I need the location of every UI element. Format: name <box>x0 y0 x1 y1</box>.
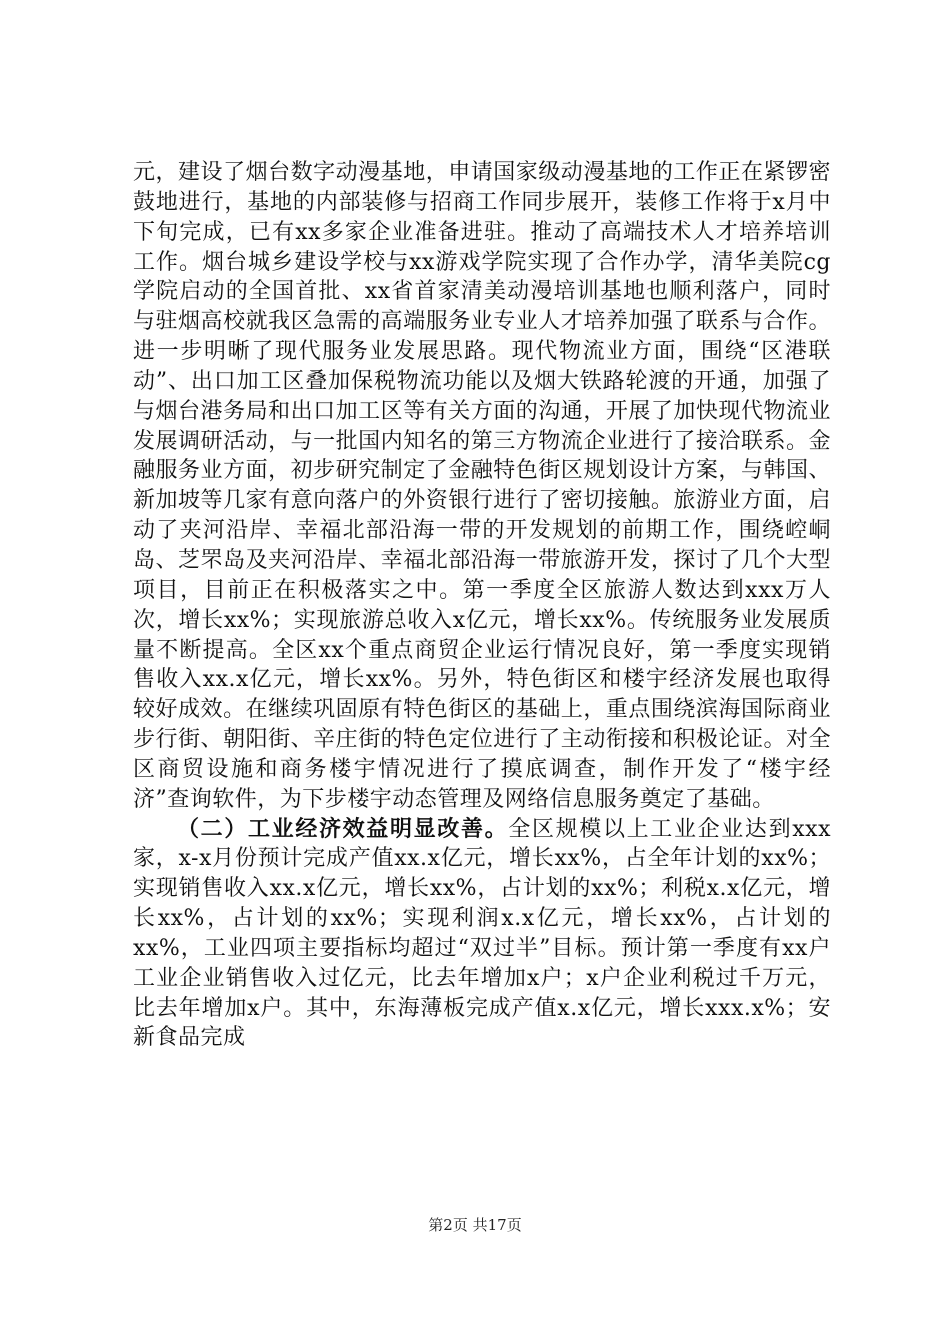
section-body-text: 全区规模以上工业企业达到xxx家，x-x月份预计完成产值xx.x亿元，增长xx%，占全年计划的xx%；实现销售收入xx.x亿元，增长xx%，占计划的xx%；利税x.x亿元，增长xx%，占计划的xx%；实现利润x.x亿元，增长xx%，占计划的xx%，工业四项主要指标均超过“双过半”目标。预计第一季度有xx户工业企业销售收入过亿元，比去年增加x户；x户企业利税过千万元，比去年增加x户。其中，东海薄板完成产值x.x亿元，增长xxx.x%；安新食品完成 <box>133 816 831 1051</box>
section-paragraph <box>133 815 831 1054</box>
body-paragraph: 元，建设了烟台数字动漫基地，申请国家级动漫基地的工作正在紧锣密鼓地进行，基地的内部装修与招商工作同步展开，装修工作将于x月中下旬完成，已有xx多家企业准备进驻。推动了高端技术人才培养培训工作。烟台城乡建设学校与xx游戏学院实现了合作办学，清华美院cg学院启动的全国首批、xx省首家清美动漫培训基地也顺利落户，同时与驻烟高校就我区急需的高端服务业专业人才培养加强了联系与合作。进一步明晰了现代服务业发展思路。现代物流业方面，围绕“区港联动”、出口加工区叠加保税物流功能以及烟大铁路轮渡的开通，加强了与烟台港务局和出口加工区等有关方面的沟通，开展了加快现代物流业发展调研活动，与一批国内知名的第三方物流企业进行了接洽联系。金融服务业方面，初步研究制定了金融特色街区规划设计方案，与韩国、新加坡等几家有意向落户的外资银行进行了密切接触。旅游业方面，启动了夹河沿岸、幸福北部沿海一带的开发规划的前期工作，围绕崆峒岛、芝罘岛及夹河沿岸、幸福北部沿海一带旅游开发，探讨了几个大型项目，目前正在积极落实之中。第一季度全区旅游人数达到xxx万人次，增长xx%；实现旅游总收入x亿元，增长xx%。传统服务业发展质量不断提高。全区xx个重点商贸企业运行情况良好，第一季度实现销售收入xx.x亿元，增长xx%。另外，特色街区和楼宇经济发展也取得较好成效。在继续巩固原有特色街区的基础上，重点围绕滨海国际商业步行街、朝阳街、辛庄街的特色定位进行了主动衔接和积极论证。对全区商贸设施和商务楼宇情况进行了摸底调查，制作开发了“楼宇经济”查询软件，为下步楼宇动态管理及网络信息服务奠定了基础。 <box>133 160 831 812</box>
section-heading: （二）工业经济效益明显改善。 <box>177 815 509 842</box>
page-number-footer: 第2页 共17页 <box>428 1216 522 1234</box>
document-body <box>133 158 831 1053</box>
